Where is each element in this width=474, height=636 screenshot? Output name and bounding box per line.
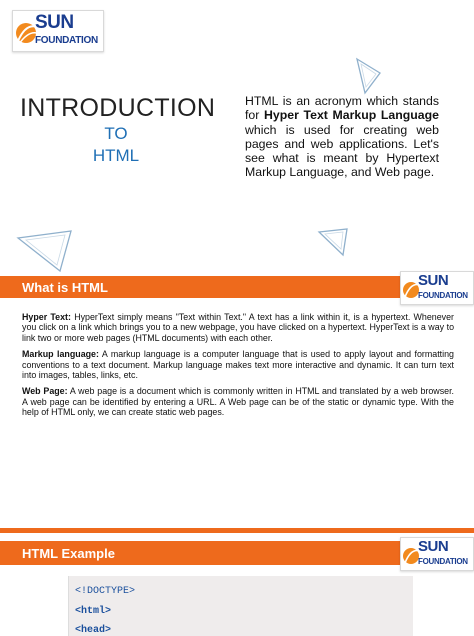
slide-subtitle-html: HTML xyxy=(92,146,140,165)
definition-text: A markup language is a computer language that is used to apply layout and formatting conventions to a text document. Markup language makes text more interactive and dynamic. It can turn text into images, tables, links, etc. xyxy=(22,349,454,381)
sun-foundation-logo xyxy=(12,10,104,52)
logo-foundation-text: FOUNDATION xyxy=(35,35,98,46)
definition-term: Markup language: xyxy=(22,349,99,360)
triangle-decoration-icon xyxy=(353,56,383,96)
slide-title: INTRODUCTION xyxy=(20,94,216,122)
definitions-list xyxy=(22,312,454,424)
definition-text: A web page is a document which is commonly written in HTML and translated by a web browser. A web page can be identified by entering a URL. A Web page can be of the static or dynamic type. With the help of HTML only, we can create static web pages. xyxy=(22,386,454,418)
slide-html-example xyxy=(0,528,474,636)
section-heading: HTML Example xyxy=(22,546,115,561)
definition-markup-language xyxy=(22,349,454,380)
intro-paragraph xyxy=(245,94,439,180)
code-line: <head> xyxy=(75,625,112,636)
triangle-decoration-icon xyxy=(316,226,350,258)
code-example-box xyxy=(68,576,413,636)
top-accent-strip xyxy=(0,528,474,533)
intro-text-end: which is used for creating web pages and web applications. Let's see what is meant by Hypertext Markup Language, and Web page. xyxy=(245,122,439,180)
slide-introduction xyxy=(0,0,474,272)
definition-text: HyperText simply means "Text within Text." A text has a link within it, is a hypertext. Whenever you click on a link which brings you to a new webpage, you have clicked on a hypertext. HyperText is a way to link two or more web pages (HTML documents) with each other. xyxy=(22,312,454,343)
code-line: <html> xyxy=(75,606,112,617)
sun-foundation-logo xyxy=(400,271,474,305)
slide-subtitle-to: TO xyxy=(104,124,128,143)
logo-sun-text: SUN xyxy=(418,272,449,289)
intro-text-bold: Hyper Text Markup Language xyxy=(264,108,439,123)
sun-foundation-logo xyxy=(400,537,474,571)
definition-web-page xyxy=(22,386,454,417)
logo-sun-text: SUN xyxy=(35,12,74,33)
definition-hypertext xyxy=(22,312,454,343)
definition-term: Web Page: xyxy=(22,386,68,397)
logo-sun-text: SUN xyxy=(418,538,449,555)
logo-foundation-text: FOUNDATION xyxy=(418,291,468,300)
triangle-decoration-icon xyxy=(14,228,74,272)
code-line: <!DOCTYPE> xyxy=(75,586,136,597)
logo-foundation-text: FOUNDATION xyxy=(418,557,468,566)
section-heading: What is HTML xyxy=(22,280,108,295)
intro-text-start: HTML is an acronym which stands for xyxy=(245,94,439,123)
definition-term: Hyper Text: xyxy=(22,312,71,322)
slide-what-is-html xyxy=(0,274,474,528)
